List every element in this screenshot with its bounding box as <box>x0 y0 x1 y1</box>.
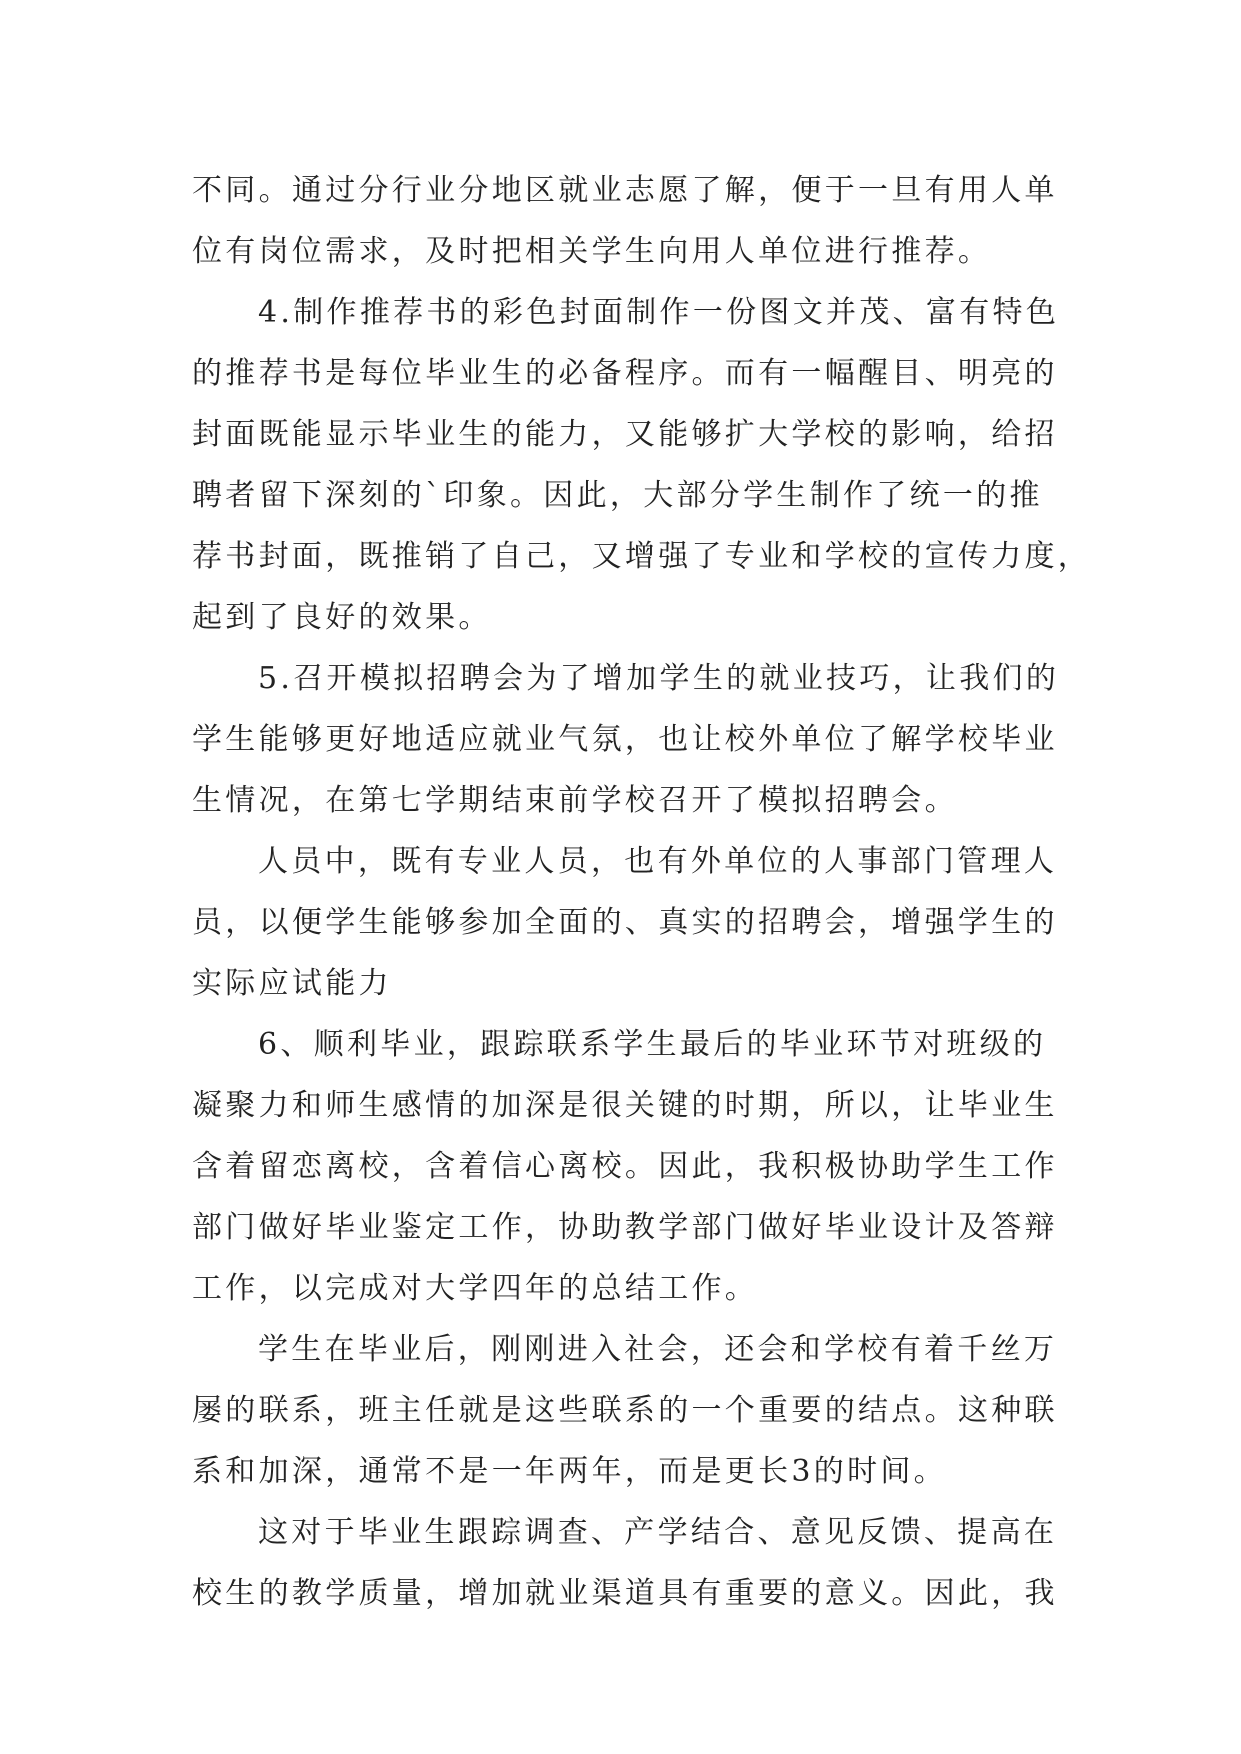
paragraph-start-line: 5.召开模拟招聘会为了增加学生的就业技巧，让我们的 <box>258 661 1060 696</box>
paragraph-start-line: 学生在毕业后，刚刚进入社会，还会和学校有着千丝万 <box>258 1332 1058 1367</box>
text-line: 屡的联系，班主任就是这些联系的一个重要的结点。这种联 <box>192 1393 1058 1428</box>
paragraph-start-line: 人员中，既有专业人员，也有外单位的人事部门管理人 <box>258 844 1058 879</box>
text-line: 的推荐书是每位毕业生的必备程序。而有一幅醒目、明亮的 <box>192 356 1058 391</box>
paragraph-start-line: 6、顺利毕业，跟踪联系学生最后的毕业环节对班级的 <box>258 1027 1047 1062</box>
text-line: 部门做好毕业鉴定工作，协助教学部门做好毕业设计及答辩 <box>192 1210 1058 1245</box>
text-line: 聘者留下深刻的`印象。因此，大部分学生制作了统一的推 <box>192 478 1043 513</box>
paragraph-start-line: 这对于毕业生跟踪调查、产学结合、意见反馈、提高在 <box>258 1515 1058 1550</box>
text-line: 员，以便学生能够参加全面的、真实的招聘会，增强学生的 <box>192 905 1058 940</box>
text-line: 不同。通过分行业分地区就业志愿了解，便于一旦有用人单 <box>192 173 1058 208</box>
text-line: 实际应试能力 <box>192 966 392 1001</box>
text-line: 封面既能显示毕业生的能力，又能够扩大学校的影响，给招 <box>192 417 1058 452</box>
text-line: 校生的教学质量，增加就业渠道具有重要的意义。因此，我 <box>192 1576 1058 1611</box>
body-text <box>192 160 1092 1624</box>
text-line: 荐书封面，既推销了自己，又增强了专业和学校的宣传力度， <box>192 539 1092 574</box>
text-line: 凝聚力和师生感情的加深是很关键的时期，所以，让毕业生 <box>192 1088 1058 1123</box>
text-line: 含着留恋离校，含着信心离校。因此，我积极协助学生工作 <box>192 1149 1058 1184</box>
text-line: 学生能够更好地适应就业气氛，也让校外单位了解学校毕业 <box>192 722 1058 757</box>
text-line: 位有岗位需求，及时把相关学生向用人单位进行推荐。 <box>192 234 992 269</box>
text-line: 生情况，在第七学期结束前学校召开了模拟招聘会。 <box>192 783 958 818</box>
paragraph-start-line: 4.制作推荐书的彩色封面制作一份图文并茂、富有特色 <box>258 295 1060 330</box>
text-line: 起到了良好的效果。 <box>192 600 492 635</box>
text-line: 系和加深，通常不是一年两年，而是更长3的时间。 <box>192 1454 947 1489</box>
text-line: 工作，以完成对大学四年的总结工作。 <box>192 1271 759 1306</box>
